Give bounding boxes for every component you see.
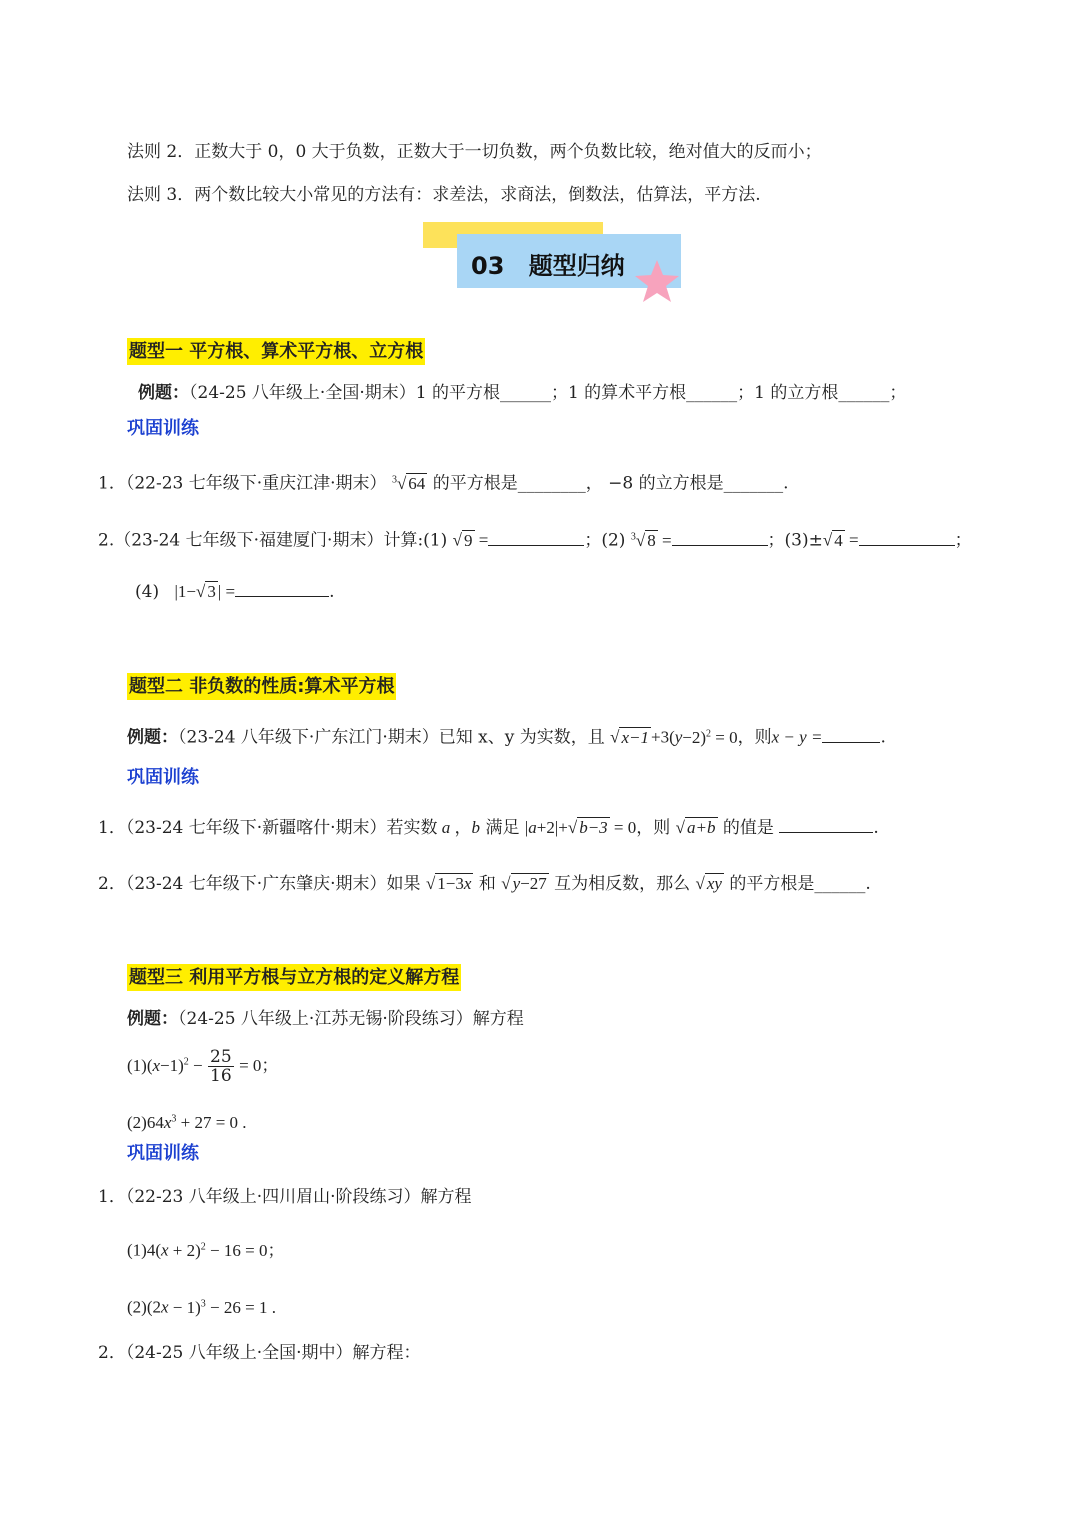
type1-question-2: 2.（23-24 七年级下·福建厦门·期末）计算:(1) √ 9 = ；(2) $^3$√ 8 = ；(3)±√ 4 = ； [98,530,972,551]
type2-example: 例题：（23-24 八年级下·广东江门·期末）已知 x、y 为实数，且 √ $x-1 +3(y-2)^2 = 0$，则x − y = . [127,727,886,748]
type3-question-1: 1．（22-23 八年级上·四川眉山·阶段练习）解方程 [98,1187,472,1207]
type3-question-2: 2．（24-25 八年级上·全国·期中）解方程： [98,1343,421,1363]
type3-question-1-eq2: $(2)(2x - 1)^3 - 26 = 1$ . [127,1297,276,1317]
type1-example [138,381,906,405]
section-banner [423,222,681,302]
rule-2: 法则 2．正数大于 0，0 大于负数，正数大于一切负数，两个负数比较，绝对值大的反而小； [127,142,822,162]
practice-label: 巩固训练 [127,767,199,788]
type1-example-text: （24-25 八年级上·全国·期末）1 的平方根______；1 的算术平方根______；1 的立方根______； [189,383,907,403]
section-number: 03 [471,252,505,280]
practice-label: 巩固训练 [127,418,199,439]
type2-question-1: 1．（23-24 七年级下·新疆喀什·期末）若实数 a ，b 满足 |a+2|+√ b−3 = 0，则 √ a+b 的值是 . [98,818,879,838]
type3-example-eq1: $(1)(x-1)^2$ − $\frac{25}{16}$ = 0； [127,1047,279,1086]
type3-question-1-eq1: $(1)4(x + 2)^2 - 16 = 0$； [127,1240,285,1260]
example-label: 例题： [138,383,189,403]
practice-label: 巩固训练 [127,1143,199,1164]
cube-root-64: $^3$√ 64 [391,473,426,493]
star-icon [633,258,681,304]
rule-3: 法则 3．两个数比较大小常见的方法有：求差法，求商法，倒数法，估算法，平方法. [127,185,761,205]
type3-heading: 题型三 利用平方根与立方根的定义解方程 [127,964,461,991]
type1-question-2-part4: (4) |1−√ 3 | = . [135,582,335,602]
type1-question-1: 1．（22-23 七年级下·重庆江津·期末） $^3$√ 64 的平方根是________， −8 的立方根是_______. [98,473,789,494]
type1-heading: 题型一 平方根、算术平方根、立方根 [127,338,425,365]
type3-example-eq2: $(2)64x^3 + 27 = 0$ . [127,1112,247,1132]
type2-question-2: 2．（23-24 七年级下·广东肇庆·期末）如果 √ 1−3x 和 √ y−27 互为相反数，那么 √ xy 的平方根是______. [98,874,871,894]
section-title: 题型归纳 [528,252,625,280]
fraction: $\frac{25}{16}$ [210,1047,232,1086]
type3-example: 例题：（24-25 八年级上·江苏无锡·阶段练习）解方程 [127,1009,524,1029]
type2-heading: 题型二 非负数的性质:算术平方根 [127,673,396,700]
